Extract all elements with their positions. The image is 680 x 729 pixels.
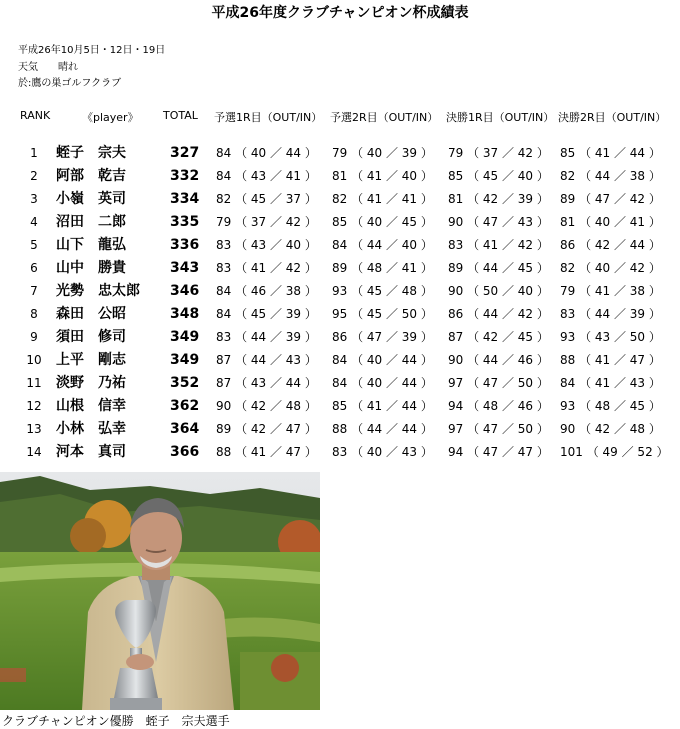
total-score-cell: 348	[170, 306, 200, 322]
round4-score-cell: 85 （ 41 ／ 44 ）	[560, 146, 661, 160]
total-score-cell: 327	[170, 145, 200, 161]
round3-score-cell: 90 （ 50 ／ 40 ）	[448, 284, 549, 298]
round3-score-cell: 87 （ 42 ／ 45 ）	[448, 330, 549, 344]
photo-caption: クラブチャンピオン優勝 蛭子 宗夫選手	[2, 714, 230, 728]
table-row	[0, 444, 680, 466]
header-round4: 決勝2R目（OUT/IN）	[558, 111, 667, 124]
rank-cell: 7	[30, 284, 38, 298]
round3-score-cell: 89 （ 44 ／ 45 ）	[448, 261, 549, 275]
header-player: 《player》	[82, 111, 139, 124]
round4-score-cell: 93 （ 43 ／ 50 ）	[560, 330, 661, 344]
round1-score-cell: 84 （ 46 ／ 38 ）	[216, 284, 317, 298]
rank-cell: 2	[30, 169, 38, 183]
header-rank: RANK	[20, 109, 51, 122]
total-score-cell: 366	[170, 444, 200, 460]
total-score-cell: 349	[170, 352, 200, 368]
player-name-cell: 小林 弘幸	[56, 421, 126, 437]
round3-score-cell: 83 （ 41 ／ 42 ）	[448, 238, 549, 252]
round1-score-cell: 87 （ 43 ／ 44 ）	[216, 376, 317, 390]
round4-score-cell: 90 （ 42 ／ 48 ）	[560, 422, 661, 436]
round2-score-cell: 93 （ 45 ／ 48 ）	[332, 284, 433, 298]
round4-score-cell: 82 （ 44 ／ 38 ）	[560, 169, 661, 183]
table-row	[0, 214, 680, 236]
round1-score-cell: 83 （ 44 ／ 39 ）	[216, 330, 317, 344]
table-row	[0, 398, 680, 420]
player-name-cell: 山中 勝貴	[56, 260, 126, 276]
round4-score-cell: 79 （ 41 ／ 38 ）	[560, 284, 661, 298]
round3-score-cell: 90 （ 44 ／ 46 ）	[448, 353, 549, 367]
table-row	[0, 306, 680, 328]
round1-score-cell: 82 （ 45 ／ 37 ）	[216, 192, 317, 206]
round4-score-cell: 84 （ 41 ／ 43 ）	[560, 376, 661, 390]
event-venue: 於:鷹の巣ゴルフクラブ	[18, 78, 122, 89]
round3-score-cell: 94 （ 48 ／ 46 ）	[448, 399, 549, 413]
total-score-cell: 346	[170, 283, 200, 299]
header-total: TOTAL	[163, 109, 198, 122]
round2-score-cell: 84 （ 40 ／ 44 ）	[332, 353, 433, 367]
event-date: 平成26年10月5日・12日・19日	[18, 45, 166, 56]
rank-cell: 1	[30, 146, 38, 160]
round2-score-cell: 89 （ 48 ／ 41 ）	[332, 261, 433, 275]
rank-cell: 5	[30, 238, 38, 252]
rank-cell: 12	[26, 399, 42, 413]
total-score-cell: 332	[170, 168, 200, 184]
round1-score-cell: 83 （ 43 ／ 40 ）	[216, 238, 317, 252]
rank-cell: 8	[30, 307, 38, 321]
round3-score-cell: 97 （ 47 ／ 50 ）	[448, 422, 549, 436]
header-round1: 予選1R目（OUT/IN）	[214, 111, 323, 124]
round1-score-cell: 88 （ 41 ／ 47 ）	[216, 445, 317, 459]
round3-score-cell: 86 （ 44 ／ 42 ）	[448, 307, 549, 321]
round4-score-cell: 101 （ 49 ／ 52 ）	[560, 445, 669, 459]
round1-score-cell: 90 （ 42 ／ 48 ）	[216, 399, 317, 413]
table-row	[0, 283, 680, 305]
round1-score-cell: 79 （ 37 ／ 42 ）	[216, 215, 317, 229]
round1-score-cell: 84 （ 43 ／ 41 ）	[216, 169, 317, 183]
table-row	[0, 329, 680, 351]
player-name-cell: 小嶺 英司	[56, 191, 126, 207]
round2-score-cell: 85 （ 41 ／ 44 ）	[332, 399, 433, 413]
round4-score-cell: 86 （ 42 ／ 44 ）	[560, 238, 661, 252]
player-name-cell: 光勢 忠太郎	[56, 283, 140, 299]
rank-cell: 14	[26, 445, 42, 459]
rank-cell: 6	[30, 261, 38, 275]
rank-cell: 13	[26, 422, 42, 436]
header-round3: 決勝1R目（OUT/IN）	[446, 111, 555, 124]
total-score-cell: 334	[170, 191, 200, 207]
round1-score-cell: 84 （ 45 ／ 39 ）	[216, 307, 317, 321]
player-name-cell: 山根 信幸	[56, 398, 126, 414]
champion-photo	[0, 472, 320, 710]
rank-cell: 11	[26, 376, 42, 390]
rank-cell: 3	[30, 192, 38, 206]
round3-score-cell: 90 （ 47 ／ 43 ）	[448, 215, 549, 229]
round4-score-cell: 82 （ 40 ／ 42 ）	[560, 261, 661, 275]
table-row	[0, 421, 680, 443]
round4-score-cell: 81 （ 40 ／ 41 ）	[560, 215, 661, 229]
round3-score-cell: 97 （ 47 ／ 50 ）	[448, 376, 549, 390]
round4-score-cell: 89 （ 47 ／ 42 ）	[560, 192, 661, 206]
round3-score-cell: 79 （ 37 ／ 42 ）	[448, 146, 549, 160]
player-name-cell: 阿部 乾吉	[56, 168, 126, 184]
round2-score-cell: 82 （ 41 ／ 41 ）	[332, 192, 433, 206]
player-name-cell: 淡野 乃祐	[56, 375, 126, 391]
total-score-cell: 336	[170, 237, 200, 253]
rank-cell: 9	[30, 330, 38, 344]
round1-score-cell: 89 （ 42 ／ 47 ）	[216, 422, 317, 436]
page-title: 平成26年度クラブチャンピオン杯成績表	[211, 5, 469, 21]
total-score-cell: 343	[170, 260, 200, 276]
player-name-cell: 山下 龍弘	[56, 237, 126, 253]
round2-score-cell: 95 （ 45 ／ 50 ）	[332, 307, 433, 321]
round2-score-cell: 86 （ 47 ／ 39 ）	[332, 330, 433, 344]
round1-score-cell: 87 （ 44 ／ 43 ）	[216, 353, 317, 367]
round4-score-cell: 93 （ 48 ／ 45 ）	[560, 399, 661, 413]
header-round2: 予選2R目（OUT/IN）	[330, 111, 439, 124]
total-score-cell: 349	[170, 329, 200, 345]
round2-score-cell: 85 （ 40 ／ 45 ）	[332, 215, 433, 229]
player-name-cell: 沼田 二郎	[56, 214, 126, 230]
rank-cell: 10	[26, 353, 42, 367]
table-row	[0, 352, 680, 374]
total-score-cell: 335	[170, 214, 200, 230]
round2-score-cell: 83 （ 40 ／ 43 ）	[332, 445, 433, 459]
round2-score-cell: 81 （ 41 ／ 40 ）	[332, 169, 433, 183]
round4-score-cell: 88 （ 41 ／ 47 ）	[560, 353, 661, 367]
champion-photo-image	[0, 472, 320, 710]
total-score-cell: 364	[170, 421, 200, 437]
round2-score-cell: 79 （ 40 ／ 39 ）	[332, 146, 433, 160]
table-row	[0, 191, 680, 213]
player-name-cell: 須田 修司	[56, 329, 126, 345]
round3-score-cell: 85 （ 45 ／ 40 ）	[448, 169, 549, 183]
table-row	[0, 168, 680, 190]
round2-score-cell: 88 （ 44 ／ 44 ）	[332, 422, 433, 436]
round3-score-cell: 94 （ 47 ／ 47 ）	[448, 445, 549, 459]
table-row	[0, 260, 680, 282]
round2-score-cell: 84 （ 44 ／ 40 ）	[332, 238, 433, 252]
player-name-cell: 上平 剛志	[56, 352, 126, 368]
table-row	[0, 237, 680, 259]
round4-score-cell: 83 （ 44 ／ 39 ）	[560, 307, 661, 321]
round1-score-cell: 83 （ 41 ／ 42 ）	[216, 261, 317, 275]
table-row	[0, 375, 680, 397]
player-name-cell: 森田 公昭	[56, 306, 126, 322]
round3-score-cell: 81 （ 42 ／ 39 ）	[448, 192, 549, 206]
event-weather: 天気 晴れ	[18, 62, 78, 73]
round2-score-cell: 84 （ 40 ／ 44 ）	[332, 376, 433, 390]
total-score-cell: 352	[170, 375, 200, 391]
rank-cell: 4	[30, 215, 38, 229]
player-name-cell: 蛭子 宗夫	[56, 145, 126, 161]
player-name-cell: 河本 真司	[56, 444, 126, 460]
total-score-cell: 362	[170, 398, 200, 414]
round1-score-cell: 84 （ 40 ／ 44 ）	[216, 146, 317, 160]
table-row	[0, 145, 680, 167]
